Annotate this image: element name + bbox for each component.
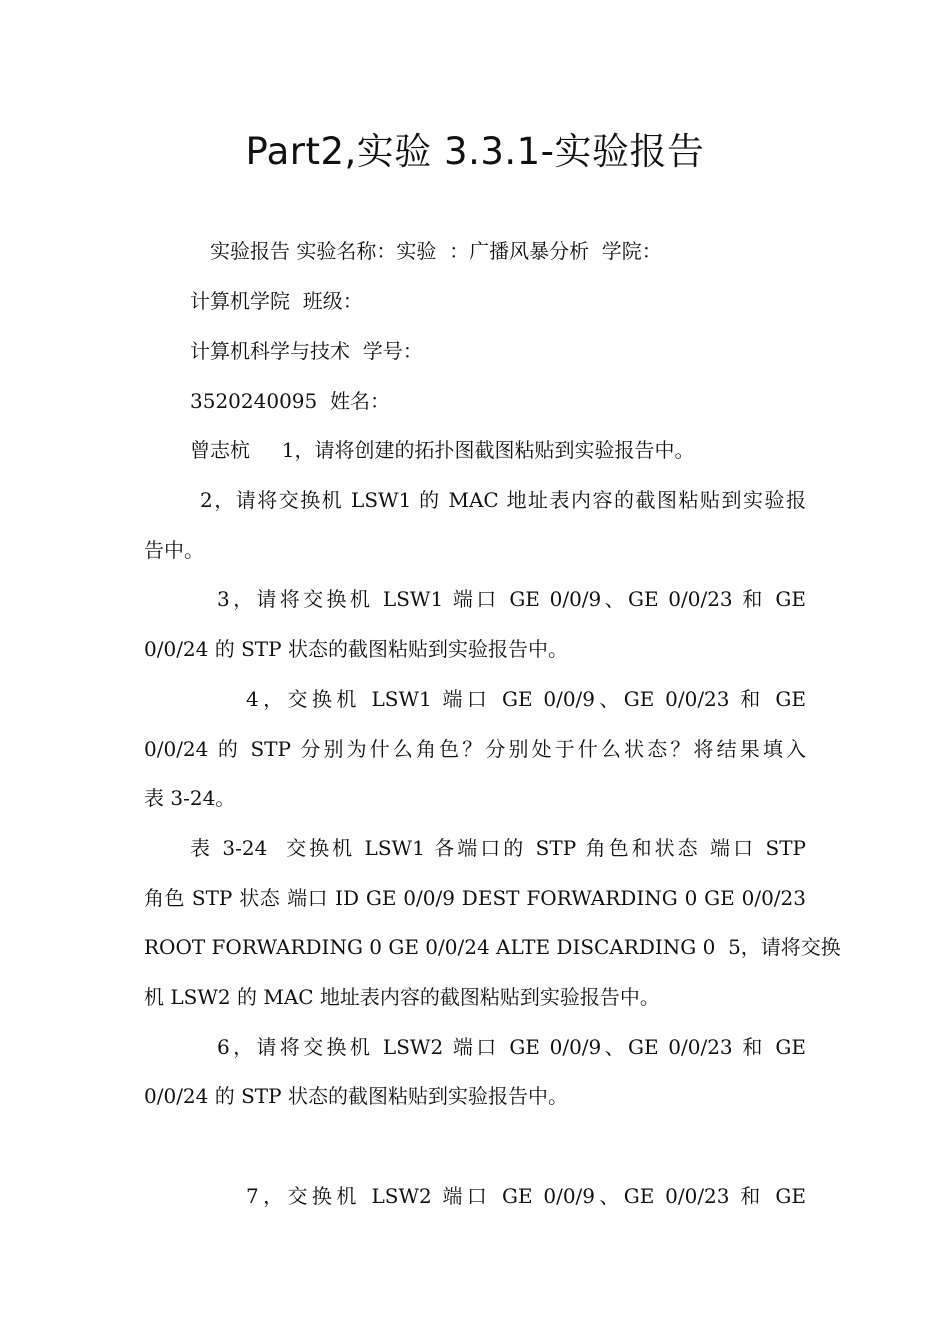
text-line-question-4: 4，交换机 LSW1 端口 GE 0/0/9、GE 0/0/23 和 GE <box>246 687 806 711</box>
text-line-table-content-2: ROOT FORWARDING 0 GE 0/0/24 ALTE DISCARDING 0 5，请将交换 <box>144 935 841 959</box>
text-line-question-3-cont: 0/0/24 的 STP 状态的截图粘贴到实验报告中。 <box>144 637 568 661</box>
text-line-question-1: 曾志杭 1，请将创建的拓扑图截图粘贴到实验报告中。 <box>190 438 695 462</box>
text-line-question-6: 6，请将交换机 LSW2 端口 GE 0/0/9、GE 0/0/23 和 GE <box>217 1035 806 1059</box>
text-line-question-7: 7，交换机 LSW2 端口 GE 0/0/9、GE 0/0/23 和 GE <box>246 1184 806 1208</box>
text-line-info-2: 计算机学院 班级： <box>190 289 363 313</box>
text-line-info-3: 计算机科学与技术 学号： <box>190 339 423 363</box>
page-title: Part2,实验 3.3.1-实验报告 <box>245 130 705 173</box>
text-line-question-6-cont: 0/0/24 的 STP 状态的截图粘贴到实验报告中。 <box>144 1084 568 1108</box>
text-line-table-content-1: 角色 STP 状态 端口 ID GE 0/0/9 DEST FORWARDING 0 GE 0/0/23 <box>144 886 806 910</box>
text-line-question-2-cont: 告中。 <box>144 538 204 562</box>
text-line-info-1: 实验报告 实验名称：实验 ：广播风暴分析 学院： <box>210 239 662 263</box>
text-line-table-caption: 表 3-24 交换机 LSW1 各端口的 STP 角色和状态 端口 STP <box>190 836 806 860</box>
text-line-question-3: 3，请将交换机 LSW1 端口 GE 0/0/9、GE 0/0/23 和 GE <box>217 587 806 611</box>
text-line-question-5-cont: 机 LSW2 的 MAC 地址表内容的截图粘贴到实验报告中。 <box>144 985 660 1009</box>
text-line-question-4-cont: 0/0/24 的 STP 分别为什么角色？分别处于什么状态？将结果填入 <box>144 737 806 761</box>
text-line-question-2: 2，请将交换机 LSW1 的 MAC 地址表内容的截图粘贴到实验报 <box>200 488 806 512</box>
text-line-info-4: 3520240095 姓名： <box>190 389 390 413</box>
text-line-question-4-end: 表 3-24。 <box>144 786 236 810</box>
